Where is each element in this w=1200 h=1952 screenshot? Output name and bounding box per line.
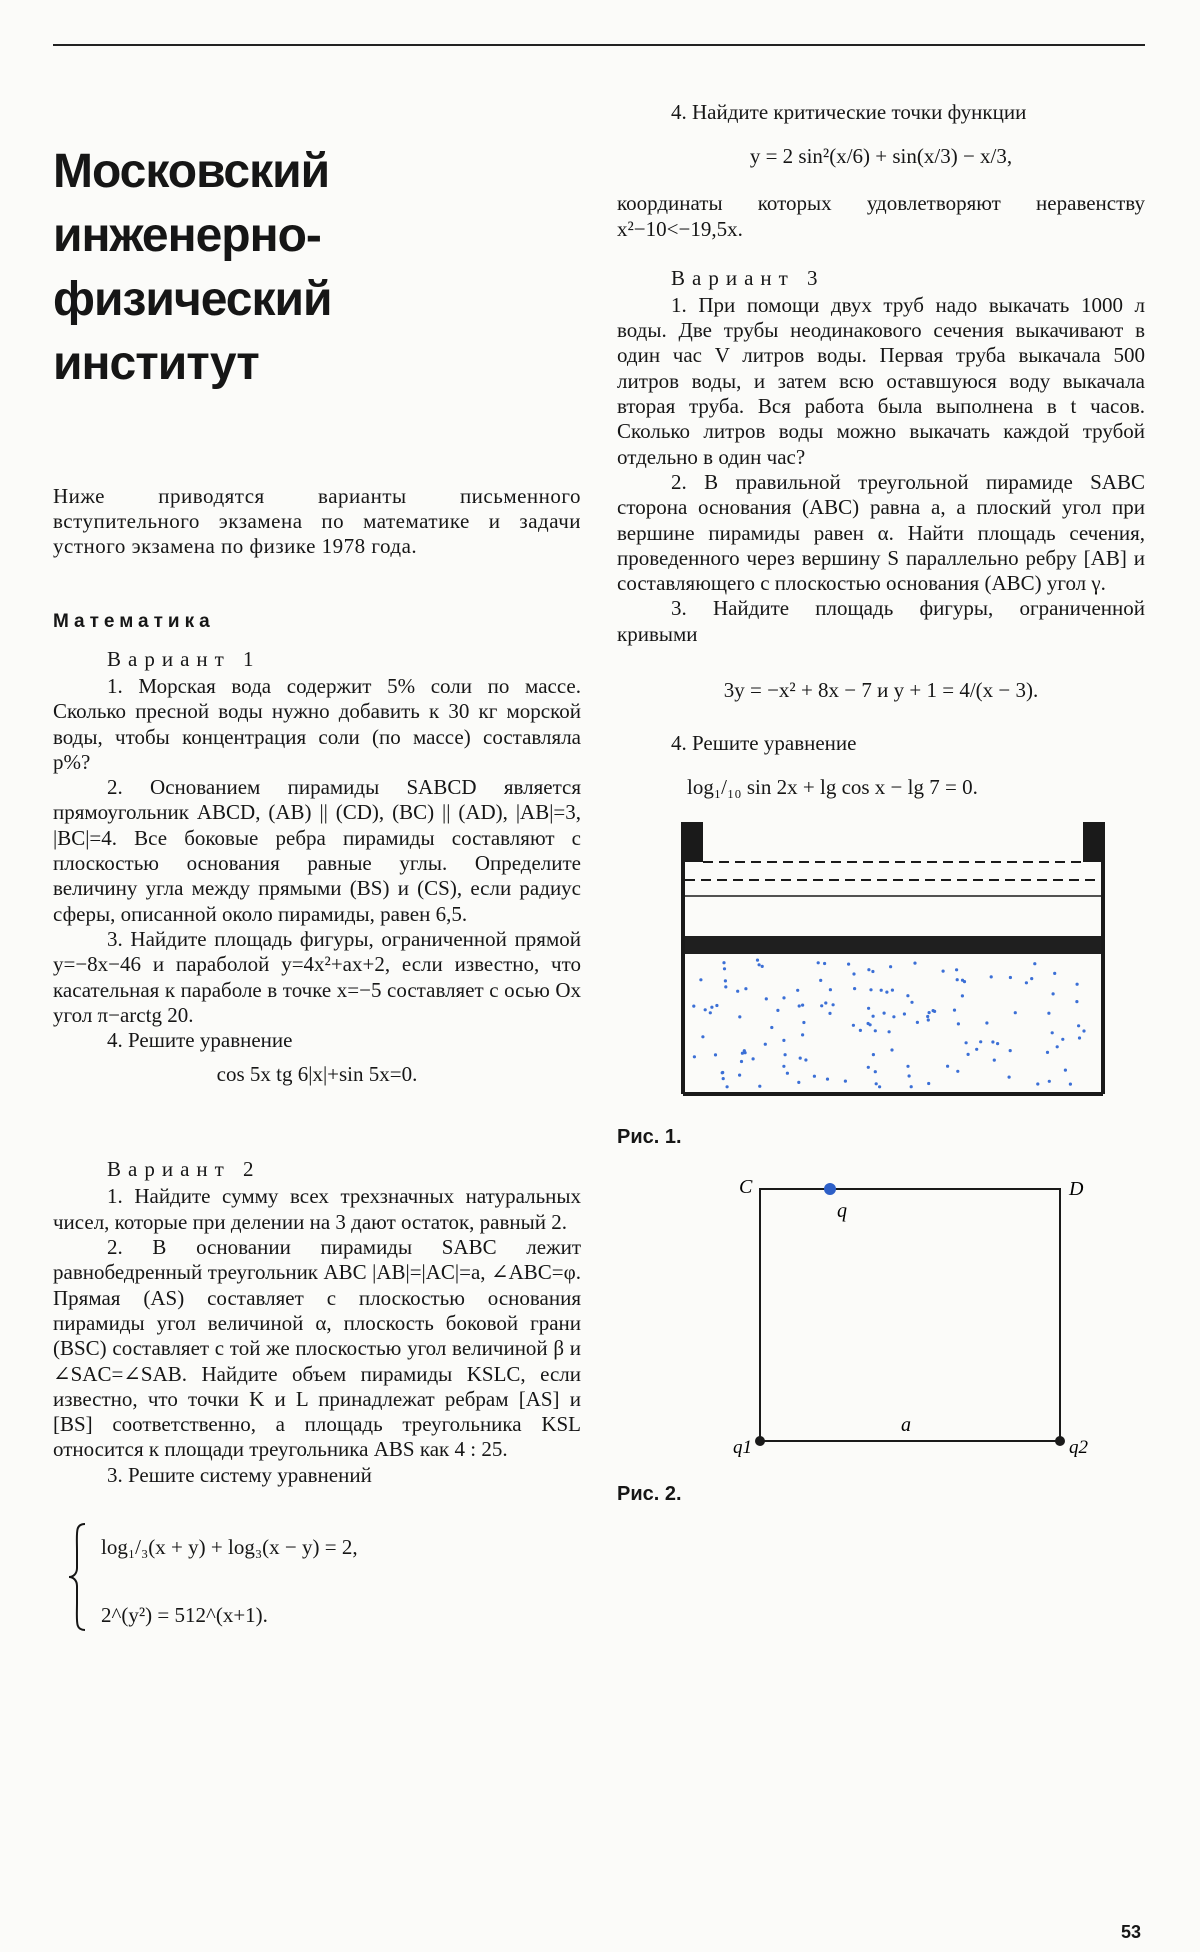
liquid-dot (916, 1021, 919, 1024)
system-line-2: 2^(y²) = 512^(x+1). (101, 1603, 268, 1628)
liquid-dot (867, 1022, 870, 1025)
liquid-dot (888, 1031, 891, 1034)
liquid-dot (758, 1085, 761, 1088)
liquid-dot (867, 968, 870, 971)
liquid-dot (824, 1002, 827, 1005)
v1-task-3: 3. Найдите площадь фигуры, ограниченной прямой y=−8x−46 и параболой y=4x²+ax+2, если известно, что касательная к параболе в точке x=−5 составляет с осью Ox угол π−arctg 20. (53, 926, 581, 1027)
liquid-dot (961, 995, 964, 998)
liquid-dot (820, 1005, 823, 1008)
liquid-dot (764, 1043, 767, 1046)
liquid-dot (979, 1041, 982, 1044)
figure-2-caption: Рис. 2. (617, 1483, 682, 1506)
liquid-dot (991, 1041, 994, 1044)
liquid-dot (853, 987, 856, 990)
curves-formula: 3y = −x² + 8x − 7 и y + 1 = 4/(x − 3). (723, 678, 1039, 703)
liquid-dot (942, 970, 945, 973)
liquid-dot (723, 968, 726, 971)
liquid-dot (967, 1053, 970, 1056)
liquid-dot (1036, 1083, 1039, 1086)
v1-task-1: 1. Морская вода содержит 5% соли по массе. Сколько пресной воды нужно добавить к 30 кг морской воды, чтобы концентрация соли (по массе) составляла p%? (53, 674, 581, 774)
system-line-1: log₁/₃(x + y) + log₃(x − y) = 2, (101, 1535, 358, 1560)
liquid-dot (828, 1012, 831, 1015)
liquid-dot (892, 1016, 895, 1019)
liquid-dot (928, 1011, 931, 1014)
liquid-dot (1009, 976, 1012, 979)
liquid-dot (1008, 1076, 1011, 1079)
liquid-dot (880, 989, 883, 992)
equation-system (67, 1522, 581, 1632)
liquid-dot (752, 1058, 755, 1061)
liquid-dot (721, 1072, 724, 1075)
title-line-2: инженерно-физический (53, 209, 332, 326)
liquid-dot (1075, 1000, 1078, 1003)
liquid-dot (701, 1036, 704, 1039)
liquid-dot (890, 1049, 893, 1052)
liquid-dot (910, 1085, 913, 1088)
liquid-dot (722, 1077, 725, 1080)
label-q2: q2 (1069, 1437, 1088, 1459)
liquid-dot (891, 989, 894, 992)
v3-task-4: 4. Решите уравнение (671, 731, 857, 756)
liquid-dot (704, 1009, 707, 1012)
variant-3-label: Вариант 3 (671, 265, 825, 290)
liquid-dot (1077, 1025, 1080, 1028)
liquid-dot (699, 979, 702, 982)
liquid-dot (847, 963, 850, 966)
liquid-dot (801, 1004, 804, 1007)
liquid-dot (724, 986, 727, 989)
square-outline (760, 1189, 1060, 1441)
liquid-dot (1025, 982, 1028, 985)
liquid-dot (957, 1023, 960, 1026)
liquid-dot (874, 1070, 877, 1073)
liquid-dot (786, 1072, 789, 1075)
liquid-dot (765, 998, 768, 1001)
label-a: a (901, 1414, 911, 1437)
liquid-dot (826, 1078, 829, 1081)
section-math-title: Математика (53, 611, 215, 632)
label-q1: q1 (733, 1437, 752, 1459)
liquid-dot (1046, 1051, 1049, 1054)
liquid-dot (1078, 1037, 1081, 1040)
title-line-3: институт (53, 337, 259, 390)
liquid-dot (875, 1083, 878, 1086)
liquid-dot (889, 965, 892, 968)
liquid-dot (724, 980, 727, 983)
v3-task-2: 2. В правильной треугольной пирамиде SABC сторона основания (ABC) равна a, а плоский угол при вершине пирамиды равен α. Найти площадь сечения, проведенного через вершину S параллельно ребру [AB] и составляющего с плоскостью основания (ABC) угол γ. (617, 469, 1145, 596)
liquid-dot (770, 1026, 773, 1029)
liquid-dot (963, 980, 966, 983)
liquid-dot (722, 961, 725, 964)
liquid-dot (798, 1005, 801, 1008)
liquid-dot (953, 1009, 956, 1012)
liquid-dot (782, 1039, 785, 1042)
liquid-dot (903, 1013, 906, 1016)
liquid-dot (927, 1082, 930, 1085)
liquid-dot (1030, 977, 1033, 980)
liquid-dot (993, 1059, 996, 1062)
charge-q-dot (824, 1183, 836, 1195)
liquid-dot (927, 1019, 930, 1022)
liquid-dot (910, 1001, 913, 1004)
liquid-dot (693, 1056, 696, 1059)
v3-task-3: 3. Найдите площадь фигуры, ограниченной кривыми (617, 596, 1145, 646)
liquid-dot (867, 1066, 870, 1069)
liquid-dot (758, 964, 761, 967)
liquid-dot (869, 989, 872, 992)
liquid-dot (1061, 1038, 1064, 1041)
system-brace-icon (67, 1522, 87, 1632)
liquid-dot (878, 1086, 881, 1089)
liquid-dot (799, 1057, 802, 1060)
page-number: 53 (1121, 1922, 1142, 1942)
liquid-dot (867, 1007, 870, 1010)
liquid-dot (996, 1042, 999, 1045)
v1-equation: cos 5x tg 6|x|+sin 5x=0. (216, 1062, 418, 1087)
v1-task-2: 2. Основанием пирамиды SABCD является прямоугольник ABCD, (AB) || (CD), (BC) || (AD), |AB|=3, |BC|=4. Все боковые ребра пирамиды составляют с плоскостью основания равные углы. Определите величину угла между прямыми (BS) и (CS), если радиус сферы, описанной около пирамиды, равен 6,5. (53, 775, 581, 926)
liquid-dot (1052, 993, 1055, 996)
liquid-dot (740, 1060, 743, 1063)
liquid-dot (844, 1080, 847, 1083)
liquid-dot (743, 1049, 746, 1052)
liquid-dot (956, 1070, 959, 1073)
liquid-dot (796, 989, 799, 992)
liquid-dot (1064, 1069, 1067, 1072)
left-wall-top (683, 822, 703, 862)
liquid-dot (784, 1053, 787, 1056)
liquid-dot (872, 1015, 875, 1018)
right-wall-top (1083, 822, 1103, 862)
title-line-1: Московский (53, 145, 330, 198)
liquid-dot (1051, 1032, 1054, 1035)
liquid-dot (859, 1029, 862, 1032)
liquid-dot (1069, 1083, 1072, 1086)
liquid-dot (985, 1022, 988, 1025)
figure-1-cylinder (617, 818, 1145, 1118)
liquid-dot (908, 1075, 911, 1078)
liquid-dot (715, 1004, 718, 1007)
liquid-dot (913, 962, 916, 965)
liquid-dot (829, 988, 832, 991)
liquid-dot (1014, 1011, 1017, 1014)
liquid-dot (776, 1009, 779, 1012)
liquid-dot (852, 973, 855, 976)
liquid-dot (738, 1074, 741, 1077)
liquid-dot (946, 1065, 949, 1068)
liquid-dot (871, 970, 874, 973)
liquid-dot (1082, 1030, 1085, 1033)
v2-task-1: 1. Найдите сумму всех трехзначных натуральных чисел, которые при делении на 3 дают остаток, равный 2. (53, 1184, 581, 1234)
v3-task-1: 1. При помощи двух труб надо выкачать 1000 л воды. Две трубы неодинакового сечения выкачивают в один час V литров воды. Первая труба выкачала 500 литров воды, и затем всю оставшуюся воду выкачала вторая труба. Вся работа была выполнена в t часов. Сколько литров воды можно выкачать каждой трубой отдельно в один час? (617, 292, 1145, 469)
liquid-dot (782, 997, 785, 1000)
liquid-dot (956, 978, 959, 981)
liquid-dot (1048, 1080, 1051, 1083)
figure-2-square (617, 1161, 1145, 1481)
liquid-dot (797, 1081, 800, 1084)
liquid-dot (738, 1016, 741, 1019)
top-rule (53, 44, 1145, 46)
charge-q2-dot (1055, 1436, 1065, 1446)
liquid-dot (1076, 983, 1079, 986)
charge-q1-dot (755, 1436, 765, 1446)
liquid-dot (782, 1065, 785, 1068)
liquid-dot (819, 979, 822, 982)
liquid-dot (709, 1012, 712, 1015)
v2-task-2: 2. В основании пирамиды SABC лежит равнобедренный треугольник ABC |AB|=|AC|=a, ∠ABC=φ. Прямая (AS) составляет с плоскостью основания пирамиды угол величиной α, плоскость боковой грани (BSC) составляет с той же плоскостью угол величиной β и ∠SAC=∠SAB. Найдите объем пирамиды KSLC, если известно, что точки K и L принадлежат ребрам [AS] и [BS] соответственно, а площадь треугольника KSL относится к площади треугольника ABS как 4 : 25. (53, 1235, 581, 1462)
liquid-dot (1009, 1049, 1012, 1052)
liquid-dot (744, 987, 747, 990)
label-d: D (1069, 1178, 1084, 1201)
log-equation: log₁/₁₀ sin 2x + lg cos x − lg 7 = 0. (687, 775, 978, 800)
liquid-dot (813, 1075, 816, 1078)
function-formula: y = 2 sin²(x/6) + sin(x/3) − x/3, (749, 144, 1013, 169)
piston (685, 936, 1101, 954)
liquid-dot (802, 1021, 805, 1024)
liquid-dot (926, 1015, 929, 1018)
liquid-dot (692, 1005, 695, 1008)
label-c: C (739, 1176, 753, 1199)
left-column (53, 140, 581, 1632)
liquid-dot (1033, 962, 1036, 965)
liquid-dot (823, 962, 826, 965)
intro-paragraph: Ниже приводятся варианты письменного вступительного экзамена по математике и задачи устного экзамена по физике 1978 года. (53, 484, 581, 558)
variant-1-label: Вариант 1 (107, 647, 261, 671)
liquid-dot (990, 976, 993, 979)
figure-1-caption: Рис. 1. (617, 1126, 682, 1149)
liquid-dots (692, 959, 1085, 1089)
right-column (617, 100, 1145, 1506)
liquid-dot (710, 1006, 713, 1009)
liquid-dot (761, 965, 764, 968)
liquid-dot (965, 1042, 968, 1045)
liquid-dot (872, 1053, 875, 1056)
label-q: q (837, 1200, 847, 1223)
liquid-dot (906, 994, 909, 997)
article-title (53, 140, 581, 396)
liquid-dot (975, 1048, 978, 1051)
liquid-dot (804, 1059, 807, 1062)
liquid-dot (726, 1086, 729, 1089)
liquid-dot (883, 1012, 886, 1015)
v2-task-3: 3. Решите систему уравнений (107, 1462, 372, 1487)
v2-task-4: 4. Найдите критические точки функции (671, 100, 1027, 124)
liquid-dot (885, 991, 888, 994)
variant-2-label: Вариант 2 (107, 1157, 261, 1182)
v2-task-4-condition: координаты которых удовлетворяют неравенству x²−10<−19,5x. (617, 191, 1145, 241)
liquid-dot (955, 969, 958, 972)
liquid-dot (932, 1009, 935, 1012)
liquid-dot (817, 962, 820, 965)
liquid-dot (906, 1065, 909, 1068)
liquid-dot (874, 1030, 877, 1033)
liquid-dot (852, 1024, 855, 1027)
liquid-dot (736, 990, 739, 993)
liquid-dot (714, 1054, 717, 1057)
liquid-dot (1053, 972, 1056, 975)
liquid-dot (1047, 1012, 1050, 1015)
liquid-dot (801, 1034, 804, 1037)
liquid-dot (1056, 1046, 1059, 1049)
liquid-dot (756, 959, 759, 962)
liquid-dot (832, 1004, 835, 1007)
v1-task-4: 4. Решите уравнение (107, 1028, 293, 1053)
